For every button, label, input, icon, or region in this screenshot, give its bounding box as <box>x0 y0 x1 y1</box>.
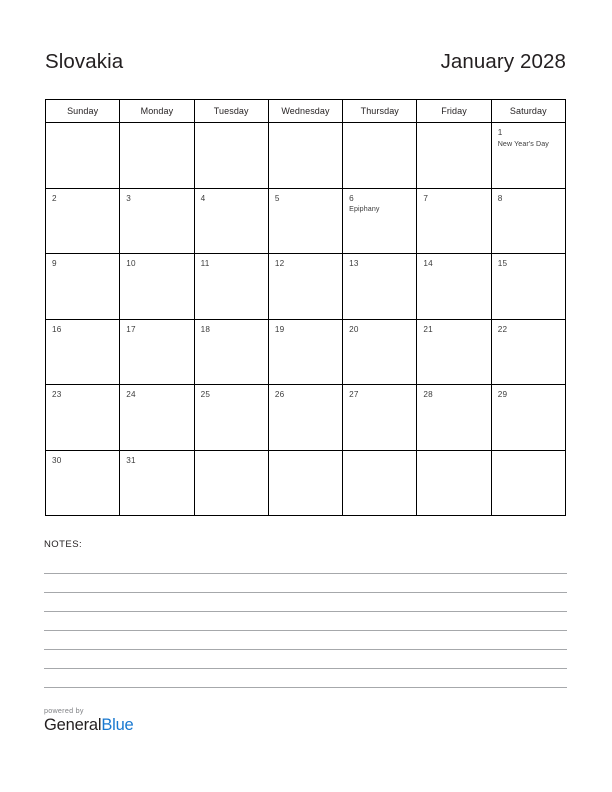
day-cell-content <box>343 385 416 400</box>
day-number: 16 <box>52 324 62 334</box>
day-cell-content <box>417 189 490 204</box>
day-number: 17 <box>126 324 136 334</box>
notes-line[interactable] <box>44 669 567 688</box>
day-number: 3 <box>126 193 132 203</box>
day-cell-content <box>46 451 119 466</box>
notes-lines <box>44 555 567 688</box>
day-cell-content <box>195 385 268 400</box>
day-cell-content <box>46 320 119 335</box>
day-number: 8 <box>497 193 503 203</box>
day-number: 14 <box>423 259 433 268</box>
day-cell-content <box>46 189 119 204</box>
calendar-day-cell[interactable] <box>417 319 491 385</box>
day-number: 2 <box>52 193 57 203</box>
weekday-header-wednesday: Wednesday <box>268 100 342 123</box>
powered-by-label: powered by <box>44 706 84 715</box>
calendar-week-row <box>46 188 566 254</box>
calendar-day-cell[interactable] <box>268 188 342 254</box>
day-cell-content <box>195 254 268 269</box>
holiday-label: New Year's Day <box>497 139 549 148</box>
day-number: 15 <box>497 259 508 268</box>
footer-logo <box>44 707 134 734</box>
calendar-day-cell[interactable] <box>194 254 268 320</box>
calendar-day-cell[interactable] <box>120 319 194 385</box>
day-number: 7 <box>423 193 429 203</box>
calendar-cell-empty <box>268 123 342 189</box>
day-cell-content <box>46 254 119 269</box>
calendar-day-cell[interactable] <box>120 254 194 320</box>
day-number: 4 <box>200 193 206 203</box>
day-cell-content <box>269 385 342 400</box>
holiday-label: Epiphany <box>349 205 380 213</box>
day-number: 27 <box>349 390 359 399</box>
calendar-cell-empty <box>417 450 491 516</box>
day-cell-content <box>269 254 342 269</box>
calendar-week-row <box>46 385 566 451</box>
weekday-header-saturday: Saturday <box>491 100 565 123</box>
country-title: Slovakia <box>45 50 124 73</box>
page-header <box>45 52 566 84</box>
calendar-day-cell[interactable] <box>120 188 194 254</box>
day-cell-content <box>120 320 193 335</box>
calendar-grid <box>45 99 566 516</box>
day-cell-content <box>492 189 565 204</box>
notes-section <box>44 540 567 688</box>
notes-line[interactable] <box>44 574 567 593</box>
calendar-day-cell[interactable] <box>417 385 491 451</box>
day-cell-content <box>269 189 342 204</box>
calendar-cell-empty <box>417 123 491 189</box>
notes-line[interactable] <box>44 593 567 612</box>
day-cell-content <box>492 385 565 400</box>
calendar-day-cell[interactable] <box>491 385 565 451</box>
day-cell-content <box>417 254 490 269</box>
notes-line[interactable] <box>44 631 567 650</box>
weekday-header-monday: Monday <box>120 100 194 123</box>
calendar-day-cell[interactable] <box>268 385 342 451</box>
day-number: 26 <box>274 390 285 399</box>
weekday-header-tuesday: Tuesday <box>194 100 268 123</box>
day-number: 13 <box>349 259 359 268</box>
generalblue-wordmark[interactable] <box>44 717 134 734</box>
calendar-day-cell[interactable] <box>343 385 417 451</box>
month-year-title: January 2028 <box>440 50 566 73</box>
calendar-day-cell[interactable] <box>120 385 194 451</box>
day-cell-content <box>269 320 342 335</box>
day-cell-content <box>343 189 416 214</box>
calendar-day-cell[interactable] <box>343 254 417 320</box>
day-number: 5 <box>274 193 280 203</box>
day-cell-content <box>120 451 193 466</box>
day-number: 18 <box>200 324 211 334</box>
day-cell-content <box>343 254 416 269</box>
calendar-cell-empty <box>120 123 194 189</box>
day-number: 24 <box>126 390 136 399</box>
day-number: 21 <box>423 324 433 334</box>
day-cell-content <box>492 254 565 269</box>
calendar-day-cell[interactable] <box>343 319 417 385</box>
calendar-day-cell[interactable] <box>343 188 417 254</box>
calendar-cell-empty <box>343 123 417 189</box>
day-number: 11 <box>200 259 210 268</box>
calendar-day-cell[interactable] <box>268 254 342 320</box>
day-number: 23 <box>52 390 62 399</box>
calendar-week-row <box>46 319 566 385</box>
day-number: 22 <box>497 324 508 334</box>
day-cell-content <box>492 320 565 335</box>
calendar-day-cell[interactable] <box>417 188 491 254</box>
weekday-header-friday: Friday <box>417 100 491 123</box>
day-number: 20 <box>349 324 359 334</box>
brand-name-general: General <box>44 716 102 735</box>
notes-line[interactable] <box>44 650 567 669</box>
day-number: 1 <box>497 128 503 137</box>
weekday-header-thursday: Thursday <box>343 100 417 123</box>
day-cell-content <box>120 385 193 400</box>
calendar-week-row <box>46 254 566 320</box>
day-cell-content <box>492 123 565 148</box>
notes-line[interactable] <box>44 612 567 631</box>
calendar-day-cell[interactable] <box>120 450 194 516</box>
calendar-day-cell[interactable] <box>46 450 120 516</box>
day-number: 6 <box>349 193 354 203</box>
weekday-header-row <box>46 100 566 123</box>
day-number: 12 <box>274 259 285 268</box>
brand-name-blue: Blue <box>101 716 134 735</box>
day-number: 9 <box>52 259 57 268</box>
day-cell-content <box>120 254 193 269</box>
calendar-day-cell[interactable] <box>194 188 268 254</box>
notes-label: NOTES: <box>44 539 83 550</box>
day-number: 10 <box>126 259 136 268</box>
day-cell-content <box>195 189 268 204</box>
calendar-day-cell[interactable] <box>194 319 268 385</box>
calendar-cell-empty <box>194 450 268 516</box>
calendar-cell-empty <box>491 450 565 516</box>
day-cell-content <box>417 320 490 335</box>
calendar-cell-empty <box>46 123 120 189</box>
day-cell-content <box>120 189 193 204</box>
calendar-cell-empty <box>268 450 342 516</box>
calendar-day-cell[interactable] <box>491 188 565 254</box>
calendar-day-cell[interactable] <box>491 254 565 320</box>
calendar-week-row <box>46 123 566 189</box>
day-number: 31 <box>126 455 136 465</box>
calendar-week-row <box>46 450 566 516</box>
calendar-day-cell[interactable] <box>46 254 120 320</box>
day-number: 19 <box>274 324 285 334</box>
day-number: 29 <box>497 390 508 399</box>
calendar-day-cell[interactable] <box>491 123 565 189</box>
calendar-body <box>46 123 566 516</box>
calendar-day-cell[interactable] <box>491 319 565 385</box>
day-cell-content <box>195 320 268 335</box>
day-cell-content <box>343 320 416 335</box>
calendar-day-cell[interactable] <box>46 188 120 254</box>
calendar-day-cell[interactable] <box>46 319 120 385</box>
day-cell-content <box>46 385 119 400</box>
calendar-day-cell[interactable] <box>46 385 120 451</box>
calendar-day-cell[interactable] <box>194 385 268 451</box>
day-number: 25 <box>200 390 211 399</box>
notes-line[interactable] <box>44 555 567 574</box>
calendar-day-cell[interactable] <box>417 254 491 320</box>
day-number: 30 <box>52 455 62 465</box>
calendar-cell-empty <box>194 123 268 189</box>
calendar-cell-empty <box>343 450 417 516</box>
weekday-header-sunday: Sunday <box>46 100 120 123</box>
day-number: 28 <box>423 390 433 399</box>
calendar-day-cell[interactable] <box>268 319 342 385</box>
day-cell-content <box>417 385 490 400</box>
